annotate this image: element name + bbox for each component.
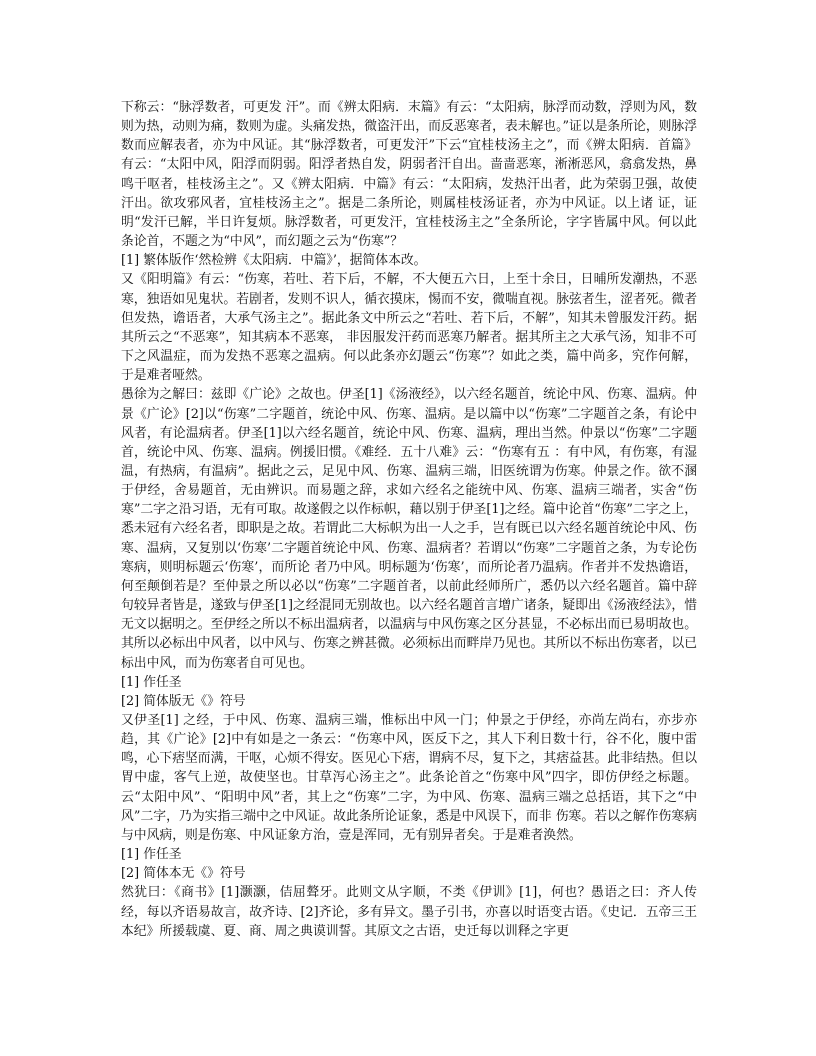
body-paragraph: 然犹曰：《商书》[1]灏灏，佶屈聱牙。此则文从字顺，不类《伊训》[1]，何也？愚语之曰：齐人传经，每以齐语易故言，故齐诗、[2]齐论，多有异文。墨子引书，亦喜以时语变古语。《史记．五帝三王本纪》所援载虞、夏、商、周之典谟训誓。其原文之古语，史迁每以训释之字更 <box>121 885 697 939</box>
footnote: [1] 作任圣 <box>121 847 182 863</box>
body-paragraph: 又《阳明篇》有云：“伤寒，若吐、若下后，不解，不大便五六日，上至十余日，日晡所发潮热，不恶寒，独语如见鬼状。若剧者，发则不识人，循衣摸床，惕而不安，微喘直视。脉弦者生，涩者死。微者但发热，谵语者，大承气汤主之”。据此条文中所云之“若吐、若下后，不解”，知其未曾服发汗药。据其所云之“不恶寒”，知其病本不恶寒， 非因服发汗药而恶寒乃解者。据其所主之大承气汤，知非不可下之风温症，而为发热不恶寒之温病。何以此条亦幻题云“伤寒”？如此之类，篇中尚多，究作何解，于是难者哑然。 <box>121 272 697 384</box>
body-paragraph: 愚徐为之解曰：兹即《广论》之故也。伊圣[1]《汤液经》，以六经名题首，统论中风、伤寒、温病。仲景《广论》[2]以“伤寒”二字题首，统论中风、伤寒、温病。是以篇中以“伤寒”二字题首之条，有论中风者，有论温病者。伊圣[1]以六经名题首，统论中风、伤寒、温病，理出当然。仲景以“伤寒”二字题首，统论中风、伤寒、温病。例援旧惯。《难经．五十八难》云：“伤寒有五 ：有中风，有伤寒，有湿温，有热病，有温病”。据此之云，足见中风、伤寒、温病三端，旧医统谓为伤寒。仲景之作。欲不溷于伊经，舍易题首，无由辨识。而易题之辞，求如六经名之能统中风、伤寒、温病三端者，实舍“伤寒”二字之沿习语，无有可取。故遂假之以作标帜，藉以别于伊圣[1]之经。篇中论首“伤寒”二字之上，悉未冠有六经名者，即职是之故。若谓此二大标帜为出一人之手，岂有既已以六经名题首统论中风、伤寒、温病，又复别以‘伤寒’二字题首统论中风、伤寒、温病者？若谓以“伤寒”二字题首之条，为专论伤寒病，则明标题云‘伤寒’，而所论 者乃中风。明标题为‘伤寒’，而所论者乃温病。作者并不发热谵语，何至颠倒若是？至仲景之所以必以“伤寒”二字题首者，以前此经师所广，悉仍以六经名题首。篇中辞句较异者皆是，遂致与伊圣[1]之经混同无别故也。以六经名题首言增广诸条，疑即出《汤液经法》，惜无文以据明之。至伊经之所以不标出温病者，以温病与中风伤寒之区分甚显，不必标出而已易明故也。其所以必标出中风者，以中风与、伤寒之辨甚微。必须标出而畔岸乃见也。其所以不标出伤寒者，以已标出中风，而为伤寒者自可见也。 <box>121 387 697 671</box>
document-page <box>121 98 697 941</box>
body-paragraph: 又伊圣[1] 之经，于中风、伤寒、温病三端，惟标出中风一门；仲景之于伊经，亦尚左尚右，亦步亦趋，其《广论》[2]中有如是之一条云：“伤寒中风，医反下之，其人下利日数十行，谷不化，腹中雷鸣，心下痞坚而满，干呕，心烦不得安。医见心下痞，谓病不尽，复下之，其痞益甚。此非结热。但以胃中虚，客气上逆，故使坚也。甘草泻心汤主之”。此条论首之“伤寒中风”四字，即仿伊经之标题。云“太阳中风”、“阳明中风”者，其上之“伤寒”二字，为中风、伤寒、温病三端之总括语，其下之“中风”二字，乃为实指三端中之中风证。故此条所论证象，悉是中风误下，而非 伤寒。若以之解作伤寒病与中风病，则是伤寒、中风证象方治，壹是浑同，无有别异者矣。于是难者涣然。 <box>121 713 697 843</box>
footnote: [2] 简体本无《》符号 <box>121 866 246 882</box>
footnote: [1] 繁体版作‘然检辨《太阳病．中篇》’，据简体本改。 <box>121 253 427 269</box>
footnote: [1] 作任圣 <box>121 674 182 690</box>
footnote: [2] 简体版无《》符号 <box>121 693 246 709</box>
body-paragraph: 下称云：“脉浮数者，可更发 汗”。而《辨太阳病．末篇》有云：“太阳病，脉浮而动数，浮则为风，数则为热，动则为痛，数则为虚。头痛发热，微盗汗出，而反恶寒者，表未解也。”证以是条所论，则脉浮数而应解表者，亦为中风证。其“脉浮数者，可更发汗”下云“宜桂枝汤主之”，而《辨太阳病．首篇》有云：“太阳中风，阳浮而阴弱。阳浮者热自发，阴弱者汗自出。啬啬恶寒，淅淅恶风，翕翕发热，鼻鸣干呕者，桂枝汤主之”。又《辨太阳病．中篇》有云：“太阳病，发热汗出者，此为荣弱卫强，故使汗出。欲攻邪风者，宜桂枝汤主之”。据是二条所论，则属桂枝汤证者，亦为中风证。以上诸 证，证明“发汗已解，半日许复烦。脉浮数者，可更发汗，宜桂枝汤主之”全条所论，字字皆属中风。何以此条论首，不题之为“中风”，而幻题之云为“伤寒”？ <box>121 100 698 250</box>
